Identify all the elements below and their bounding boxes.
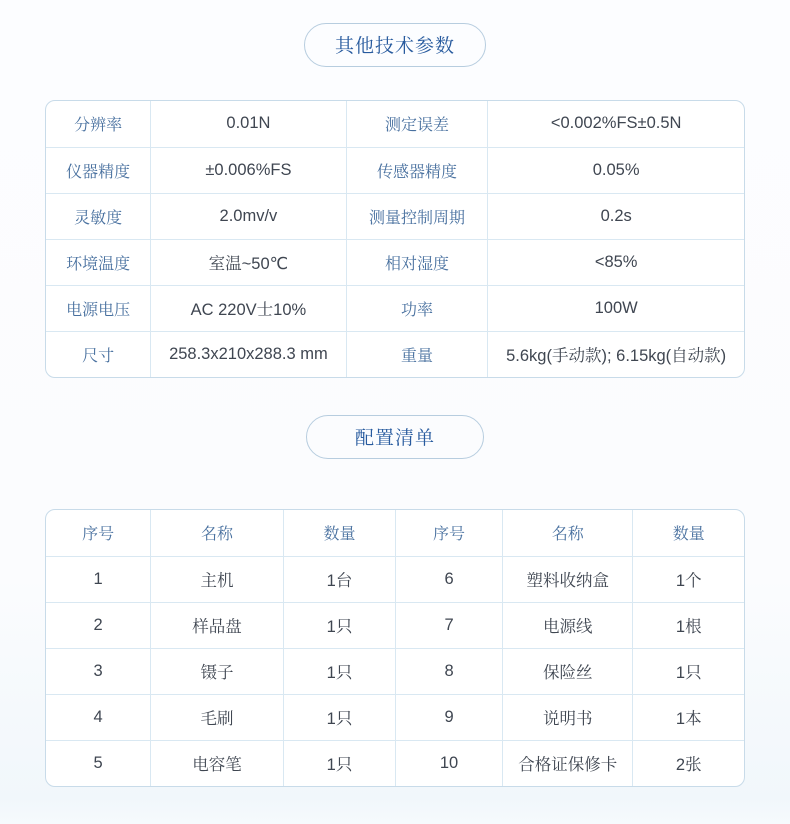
item-qty-cell: 1台 xyxy=(283,556,395,602)
table-header-row xyxy=(46,510,744,556)
column-header-no: 序号 xyxy=(396,510,503,556)
item-name-cell: 电源线 xyxy=(502,602,633,648)
table-row xyxy=(46,602,744,648)
item-qty-cell: 1本 xyxy=(633,694,744,740)
tech-params-table xyxy=(46,101,744,377)
item-no-cell: 10 xyxy=(396,740,503,786)
tech-params-section-header xyxy=(0,0,790,67)
item-qty-cell: 1只 xyxy=(283,694,395,740)
column-header-name: 名称 xyxy=(502,510,633,556)
item-qty-cell: 1只 xyxy=(283,648,395,694)
table-row xyxy=(46,285,744,331)
item-qty-cell: 2张 xyxy=(675,756,702,775)
table-row xyxy=(46,193,744,239)
table-row xyxy=(46,239,744,285)
param-label-cell: 灵敏度 xyxy=(46,193,151,239)
section-title-config: 配置清单 xyxy=(306,415,484,459)
param-label-cell: 电源电压 xyxy=(46,285,151,331)
tech-params-table-shell xyxy=(45,100,745,378)
item-no-cell: 8 xyxy=(396,648,503,694)
param-label-cell: 功率 xyxy=(346,285,488,331)
item-name-cell: 电容笔 xyxy=(151,740,284,786)
item-no-cell: 5 xyxy=(46,740,151,786)
param-label-cell: 仪器精度 xyxy=(46,147,151,193)
item-name-cell: 主机 xyxy=(151,556,284,602)
item-no-cell: 4 xyxy=(46,694,151,740)
column-header-name: 名称 xyxy=(151,510,284,556)
item-qty-cell: 1只 xyxy=(283,602,395,648)
item-no-cell: 7 xyxy=(396,602,503,648)
param-value-cell: 0.2s xyxy=(488,193,744,239)
item-no-cell: 1 xyxy=(46,556,151,602)
param-value-cell: <85% xyxy=(488,239,744,285)
param-value-cell: 室温~50℃ xyxy=(151,239,346,285)
param-value-cell: 5.6kg(手动款); 6.15kg(自动款) xyxy=(506,347,727,366)
table-row xyxy=(46,101,744,147)
table-row xyxy=(46,648,744,694)
param-value-cell: 2.0mv/v xyxy=(151,193,346,239)
param-label-cell: 测定误差 xyxy=(346,101,488,147)
item-qty-cell: 1个 xyxy=(633,556,744,602)
column-header-no: 序号 xyxy=(46,510,151,556)
table-row xyxy=(46,147,744,193)
item-name-cell: 样品盘 xyxy=(151,602,284,648)
param-label-cell: 尺寸 xyxy=(46,331,151,377)
item-qty-cell: 1根 xyxy=(633,602,744,648)
item-no-cell: 3 xyxy=(46,648,151,694)
param-label-cell: 分辨率 xyxy=(46,101,151,147)
param-value-cell: 100W xyxy=(488,285,744,331)
item-name-cell: 保险丝 xyxy=(502,648,633,694)
item-name-cell: 合格证保修卡 xyxy=(502,740,633,786)
item-name-cell: 塑料收纳盒 xyxy=(502,556,633,602)
param-label-cell: 传感器精度 xyxy=(346,147,488,193)
param-label-cell: 测量控制周期 xyxy=(346,193,488,239)
config-list-table-shell xyxy=(45,509,745,787)
config-list-section-header xyxy=(0,378,790,459)
item-name-cell: 说明书 xyxy=(502,694,633,740)
column-header-qty: 数量 xyxy=(633,510,744,556)
param-label-cell: 重量 xyxy=(346,331,488,377)
item-qty-cell: 1只 xyxy=(283,740,395,786)
param-value-cell: AC 220V士10% xyxy=(151,285,346,331)
param-value-cell: 258.3x210x288.3 mm xyxy=(151,331,346,377)
config-list-table xyxy=(46,510,744,786)
table-row xyxy=(46,331,744,377)
table-row xyxy=(46,740,744,786)
section-title-tech: 其他技术参数 xyxy=(304,23,486,67)
table-row xyxy=(46,694,744,740)
item-no-cell: 6 xyxy=(396,556,503,602)
param-value-cell: 0.05% xyxy=(488,147,744,193)
param-label-cell: 相对湿度 xyxy=(346,239,488,285)
param-value-cell: <0.002%FS±0.5N xyxy=(488,101,744,147)
table-row xyxy=(46,556,744,602)
param-label-cell: 环境温度 xyxy=(46,239,151,285)
item-no-cell: 2 xyxy=(46,602,151,648)
item-name-cell: 镊子 xyxy=(151,648,284,694)
column-header-qty: 数量 xyxy=(283,510,395,556)
param-value-cell: 0.01N xyxy=(151,101,346,147)
item-qty-cell: 1只 xyxy=(633,648,744,694)
item-no-cell: 9 xyxy=(396,694,503,740)
item-name-cell: 毛刷 xyxy=(151,694,284,740)
param-value-cell: ±0.006%FS xyxy=(151,147,346,193)
